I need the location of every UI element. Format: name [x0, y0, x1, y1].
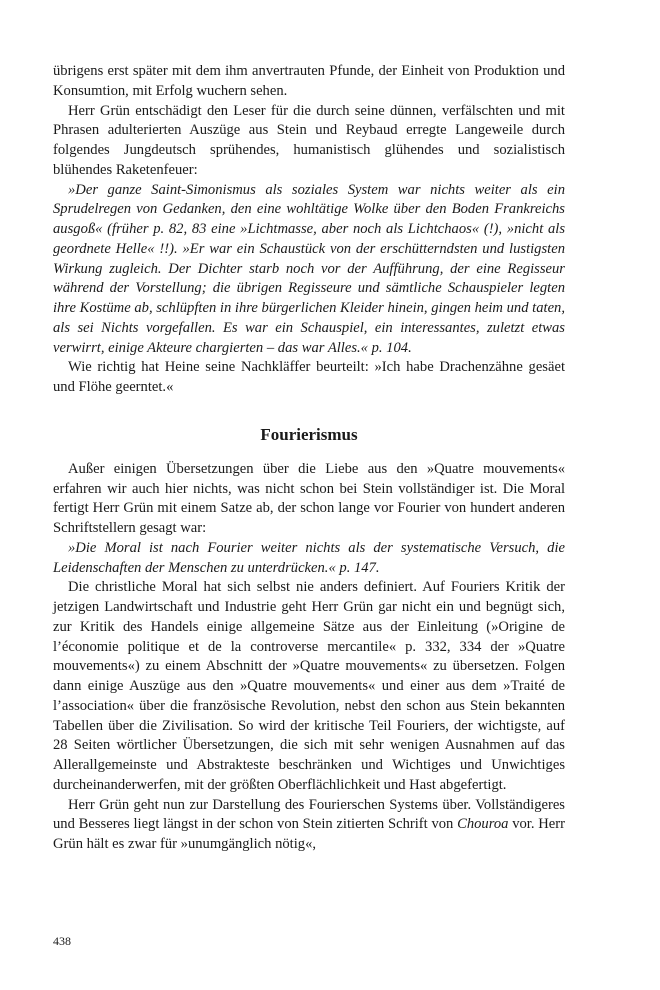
paragraph-christliche-moral: Die christliche Moral hat sich selbst nie anders definiert. Auf Fouriers Kritik der jetzigen Landwirtschaft und Industrie geht Herr Grün gar nicht ein und begnügt sich, zur Kritik des Handels einige allgemeine Sätze aus der Einleitung (»Origine de l’économie politique et de la controverse mercantile« p. 332, 334 der »Quatre mouvements«) zu einem Abschnitt der »Quatre mouvements« zu übersetzen. Folgen dann einige Auszüge aus den »Quatre mouvements« und einer aus dem »Traité de l’association« über die französische Revolution, nebst den schon aus Stein bekannten Tabellen über die Zivilisation. So wird der kritische Teil Fouriers, der wichtigste, auf 28 Seiten wörtlicher Übersetzungen, die sich mit sehr wenigen Ausnahmen auf das Allerallgemeinste und Abstrakteste beschränken und Wichtiges und Unwichtiges durcheinanderwerfen, mit der größten Oberflächlichkeit und Hast abgefertigt.: [53, 579, 565, 793]
quotation-saint-simonismus: »Der ganze Saint-Simonismus als soziales System war nichts weiter als ein Sprudelregen von Gedanken, den eine wohltätige Wolke über den Boden Frankreichs ausgoß« (früher p. 82, 83 eine »Lichtmasse, aber noch als Lichtchaos« (!), »nicht als geordnete Helle« !!). »Er war ein Schaustück von der erschütterndsten und lustigsten Wirkung zugleich. Der Dichter starb noch vor der Aufführung, der eine Regisseur während der Vorstellung; die übrigen Regisseure und sämtliche Schauspieler legten ihre Kostüme ab, schlüpften in ihre bürgerlichen Kleider hinein, gingen heim und taten, als sei Nichts vorgefallen. Es war ein Schauspiel, ein interessantes, zuletzt etwas verwirrt, einige Akteure chargierten – das war Alles.« p. 104.: [53, 181, 565, 356]
paragraph-continuation: übrigens erst später mit dem ihm anvertrauten Pfunde, der Einheit von Produktion und Konsumtion, mit Erfolg wuchern sehen.: [53, 63, 565, 99]
page-number: 438: [53, 934, 71, 948]
section-heading: Fourierismus: [260, 424, 358, 444]
paragraph-gruen-raketenfeuer: Herr Grün entschädigt den Leser für die durch seine dünnen, verfälschten und mit Phrasen adulterierten Auszüge aus Stein und Reybaud erregte Langeweile durch folgendes Jungdeutsch sprühendes, humanistisch glühendes und sozialistisch blühendes Raketenfeuer:: [53, 102, 565, 178]
text-run: Herr Grün geht nun zur Darstellung des Fourierschen Systems über. Vollständigeres und Besseres liegt längst in der schon von Stein zitierten Schrift von: [53, 796, 565, 833]
body-text: [53, 62, 565, 855]
quotation-moral: »Die Moral ist nach Fourier weiter nichts als der systematische Versuch, die Leidenschaften der Menschen zu unterdrücken.« p. 147.: [53, 539, 565, 576]
text-run: vor. Herr Grün hält es zwar für »unumgänglich nötig«,: [53, 816, 565, 852]
paragraph-fouriersches-system: [53, 796, 565, 855]
author-name-chouroa: Chouroa: [457, 816, 509, 833]
paragraph-heine: Wie richtig hat Heine seine Nachkläffer beurteilt: »Ich habe Drachenzähne gesäet und Flöhe geerntet.«: [53, 359, 565, 395]
paragraph-uebersetzungen: Außer einigen Übersetzungen über die Liebe aus den »Quatre mouvements« erfahren wir auch hier nichts, was nicht schon bei Stein vollständiger ist. Die Moral fertigt Herr Grün mit einem Satze ab, der schon lange vor Fourier von hundert anderen Schriftstellern gesagt war:: [53, 460, 565, 536]
